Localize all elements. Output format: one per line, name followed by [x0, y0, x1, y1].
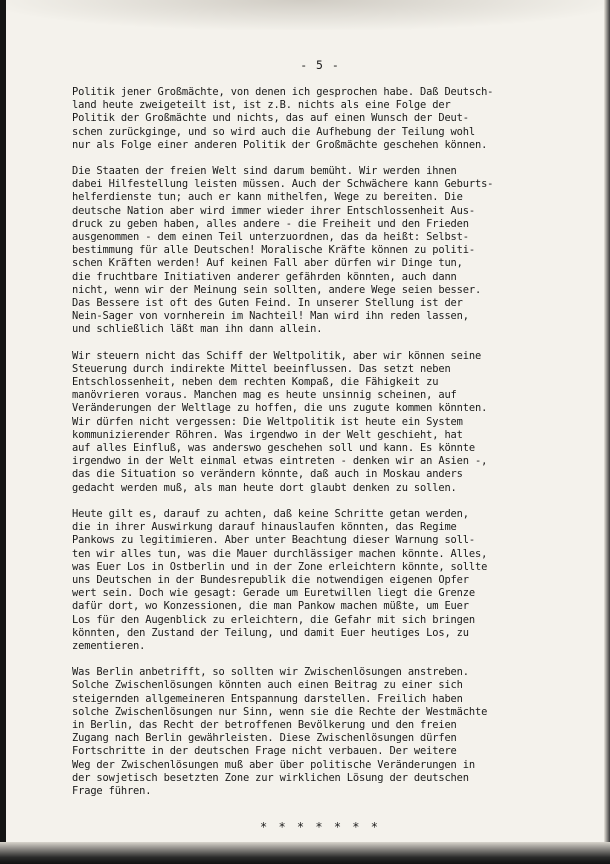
paragraph — [72, 86, 568, 152]
text-line: der sowjetisch besetzten Zone zur wirklichen Lösung der deutschen — [72, 771, 469, 784]
text-line: die in ihrer Auswirkung darauf hinauslaufen könnten, das Regime — [72, 521, 457, 534]
text-line: druck zu geben haben, alles andere - die Freiheit und den Frieden — [72, 217, 469, 230]
text-line: Wir dürfen nicht vergessen: Die Weltpolitik ist heute ein System — [72, 415, 463, 428]
text-line: und schließlich läßt man ihn dann allein. — [72, 323, 323, 336]
text-line: in Berlin, das Recht der betroffenen Bevölkerung und den freien — [72, 718, 457, 731]
scan-top-shadow — [0, 0, 610, 30]
text-line: Weg der Zwischenlösungen muß aber über politische Veränderungen in — [72, 758, 475, 771]
text-line: ausgenommen - dem einen Teil unterzuordnen, das da heißt: Selbst- — [72, 231, 469, 244]
text-line: Politik der Großmächte und nichts, das auf einen Wunsch der Deut- — [72, 112, 469, 125]
text-line: schen Kräften werden! Auf keinen Fall aber dürfen wir Dinge tun, — [72, 257, 463, 270]
text-line: das die Situation so verändern könnte, daß auch in Moskau anders — [72, 468, 463, 481]
text-line: kommunizierender Röhren. Was irgendwo in der Welt geschieht, hat — [72, 428, 463, 441]
text-line: nicht, wenn wir der Meinung sein sollten, andere Wege seien besser. — [72, 283, 482, 296]
text-line: auf alles Einfluß, was anderswo geschehen soll und kann. Es könnte — [72, 442, 475, 455]
text-line: dabei Hilfestellung leisten müssen. Auch der Schwächere kann Geburts- — [72, 178, 494, 191]
text-line: Pankows zu legitimieren. Aber unter Beachtung dieser Warnung soll- — [72, 534, 475, 547]
body-text — [72, 86, 568, 798]
paragraph — [72, 508, 568, 653]
text-line: deutsche Nation aber wird immer wieder ihrer Entschlossenheit Aus- — [72, 204, 475, 217]
scan-left-edge — [0, 0, 6, 864]
document-page — [72, 58, 568, 834]
text-line: die fruchtbare Initiativen anderer gefährden könnten, auch dann — [72, 270, 457, 283]
text-line: Politik jener Großmächte, von denen ich gesprochen habe. Daß Deutsch- — [72, 86, 494, 98]
text-line: Fortschritte in der deutschen Frage nicht verbauen. Der weitere — [72, 745, 457, 758]
text-line: zementieren. — [72, 639, 146, 652]
text-line: Steuerung durch indirekte Mittel beeinflussen. Das setzt neben — [72, 362, 451, 375]
text-line: irgendwo in der Welt einmal etwas eintreten - denken wir an Asien -, — [72, 455, 488, 468]
text-line: uns Deutschen in der Bundesrepublik die notwendigen eigenen Opfer — [72, 573, 469, 586]
paragraph — [72, 666, 568, 798]
text-line: dafür dort, wo Konzessionen, die man Pankow machen müßte, um Euer — [72, 600, 469, 613]
text-line: gedacht werden muß, als man heute dort glaubt denken zu sollen. — [72, 481, 457, 494]
section-separator: * * * * * * * — [260, 820, 380, 835]
text-line: Das Bessere ist oft des Guten Feind. In unserer Stellung ist der — [72, 297, 463, 310]
paragraph — [72, 165, 568, 337]
text-line: bestimmung für alle Deutschen! Moralische Kräfte können zu politi- — [72, 244, 475, 257]
text-line: Heute gilt es, darauf zu achten, daß keine Schritte getan werden, — [72, 507, 469, 520]
text-line: Solche Zwischenlösungen könnten auch einen Beitrag zu einer sich — [72, 679, 463, 692]
text-line: Veränderungen der Weltlage zu hoffen, die uns zugute kommen könnten. — [72, 402, 488, 415]
text-line: Los für den Augenblick zu erleichtern, die Gefahr mit sich bringen — [72, 613, 475, 626]
text-line: was Euer Los in Ostberlin und in der Zone erleichtern könnte, sollte — [72, 560, 488, 573]
text-line: nur als Folge einer anderen Politik der Großmächte geschehen können. — [72, 138, 488, 151]
text-line: ten wir alles tun, was die Mauer durchlässiger machen könnte. Alles, — [72, 547, 488, 560]
text-line: Die Staaten der freien Welt sind darum bemüht. Wir werden ihnen — [72, 165, 457, 178]
paragraph — [72, 350, 568, 495]
text-line: solche Zwischenlösungen nur Sinn, wenn sie die Rechte der Westmächte — [72, 705, 488, 718]
text-line: manövrieren voraus. Manchen mag es heute unsinnig scheinen, auf — [72, 389, 457, 402]
text-line: land heute zweigeteilt ist, ist z.B. nichts als eine Folge der — [72, 99, 451, 112]
text-line: helferdienste tun; auch er kann mithelfen, Wege zu bereiten. Die — [72, 191, 463, 204]
scan-bottom-edge — [0, 842, 610, 864]
page-number: - 5 - — [300, 58, 340, 72]
text-line: Was Berlin anbetrifft, so sollten wir Zwischenlösungen anstreben. — [72, 666, 469, 679]
text-line: Nein-Sager von vornherein im Nachteil! Man wird ihn reden lassen, — [72, 310, 469, 323]
text-line: wert sein. Doch wie gesagt: Gerade um Euretwillen liegt die Grenze — [72, 587, 475, 600]
text-line: Zugang nach Berlin gewährleisten. Diese Zwischenlösungen dürfen — [72, 732, 457, 745]
text-line: steigernden allgemeineren Entspannung darstellen. Freilich haben — [72, 692, 463, 705]
text-line: Entschlossenheit, neben dem rechten Kompaß, die Fähigkeit zu — [72, 376, 439, 389]
text-line: Wir steuern nicht das Schiff der Weltpolitik, aber wir können seine — [72, 349, 482, 362]
scan-right-edge — [604, 0, 610, 864]
text-line: Frage führen. — [72, 784, 152, 797]
text-line: schen zurückginge, und so wird auch die Aufhebung der Teilung wohl — [72, 125, 475, 138]
text-line: könnten, den Zustand der Teilung, und damit Euer heutiges Los, zu — [72, 626, 469, 639]
